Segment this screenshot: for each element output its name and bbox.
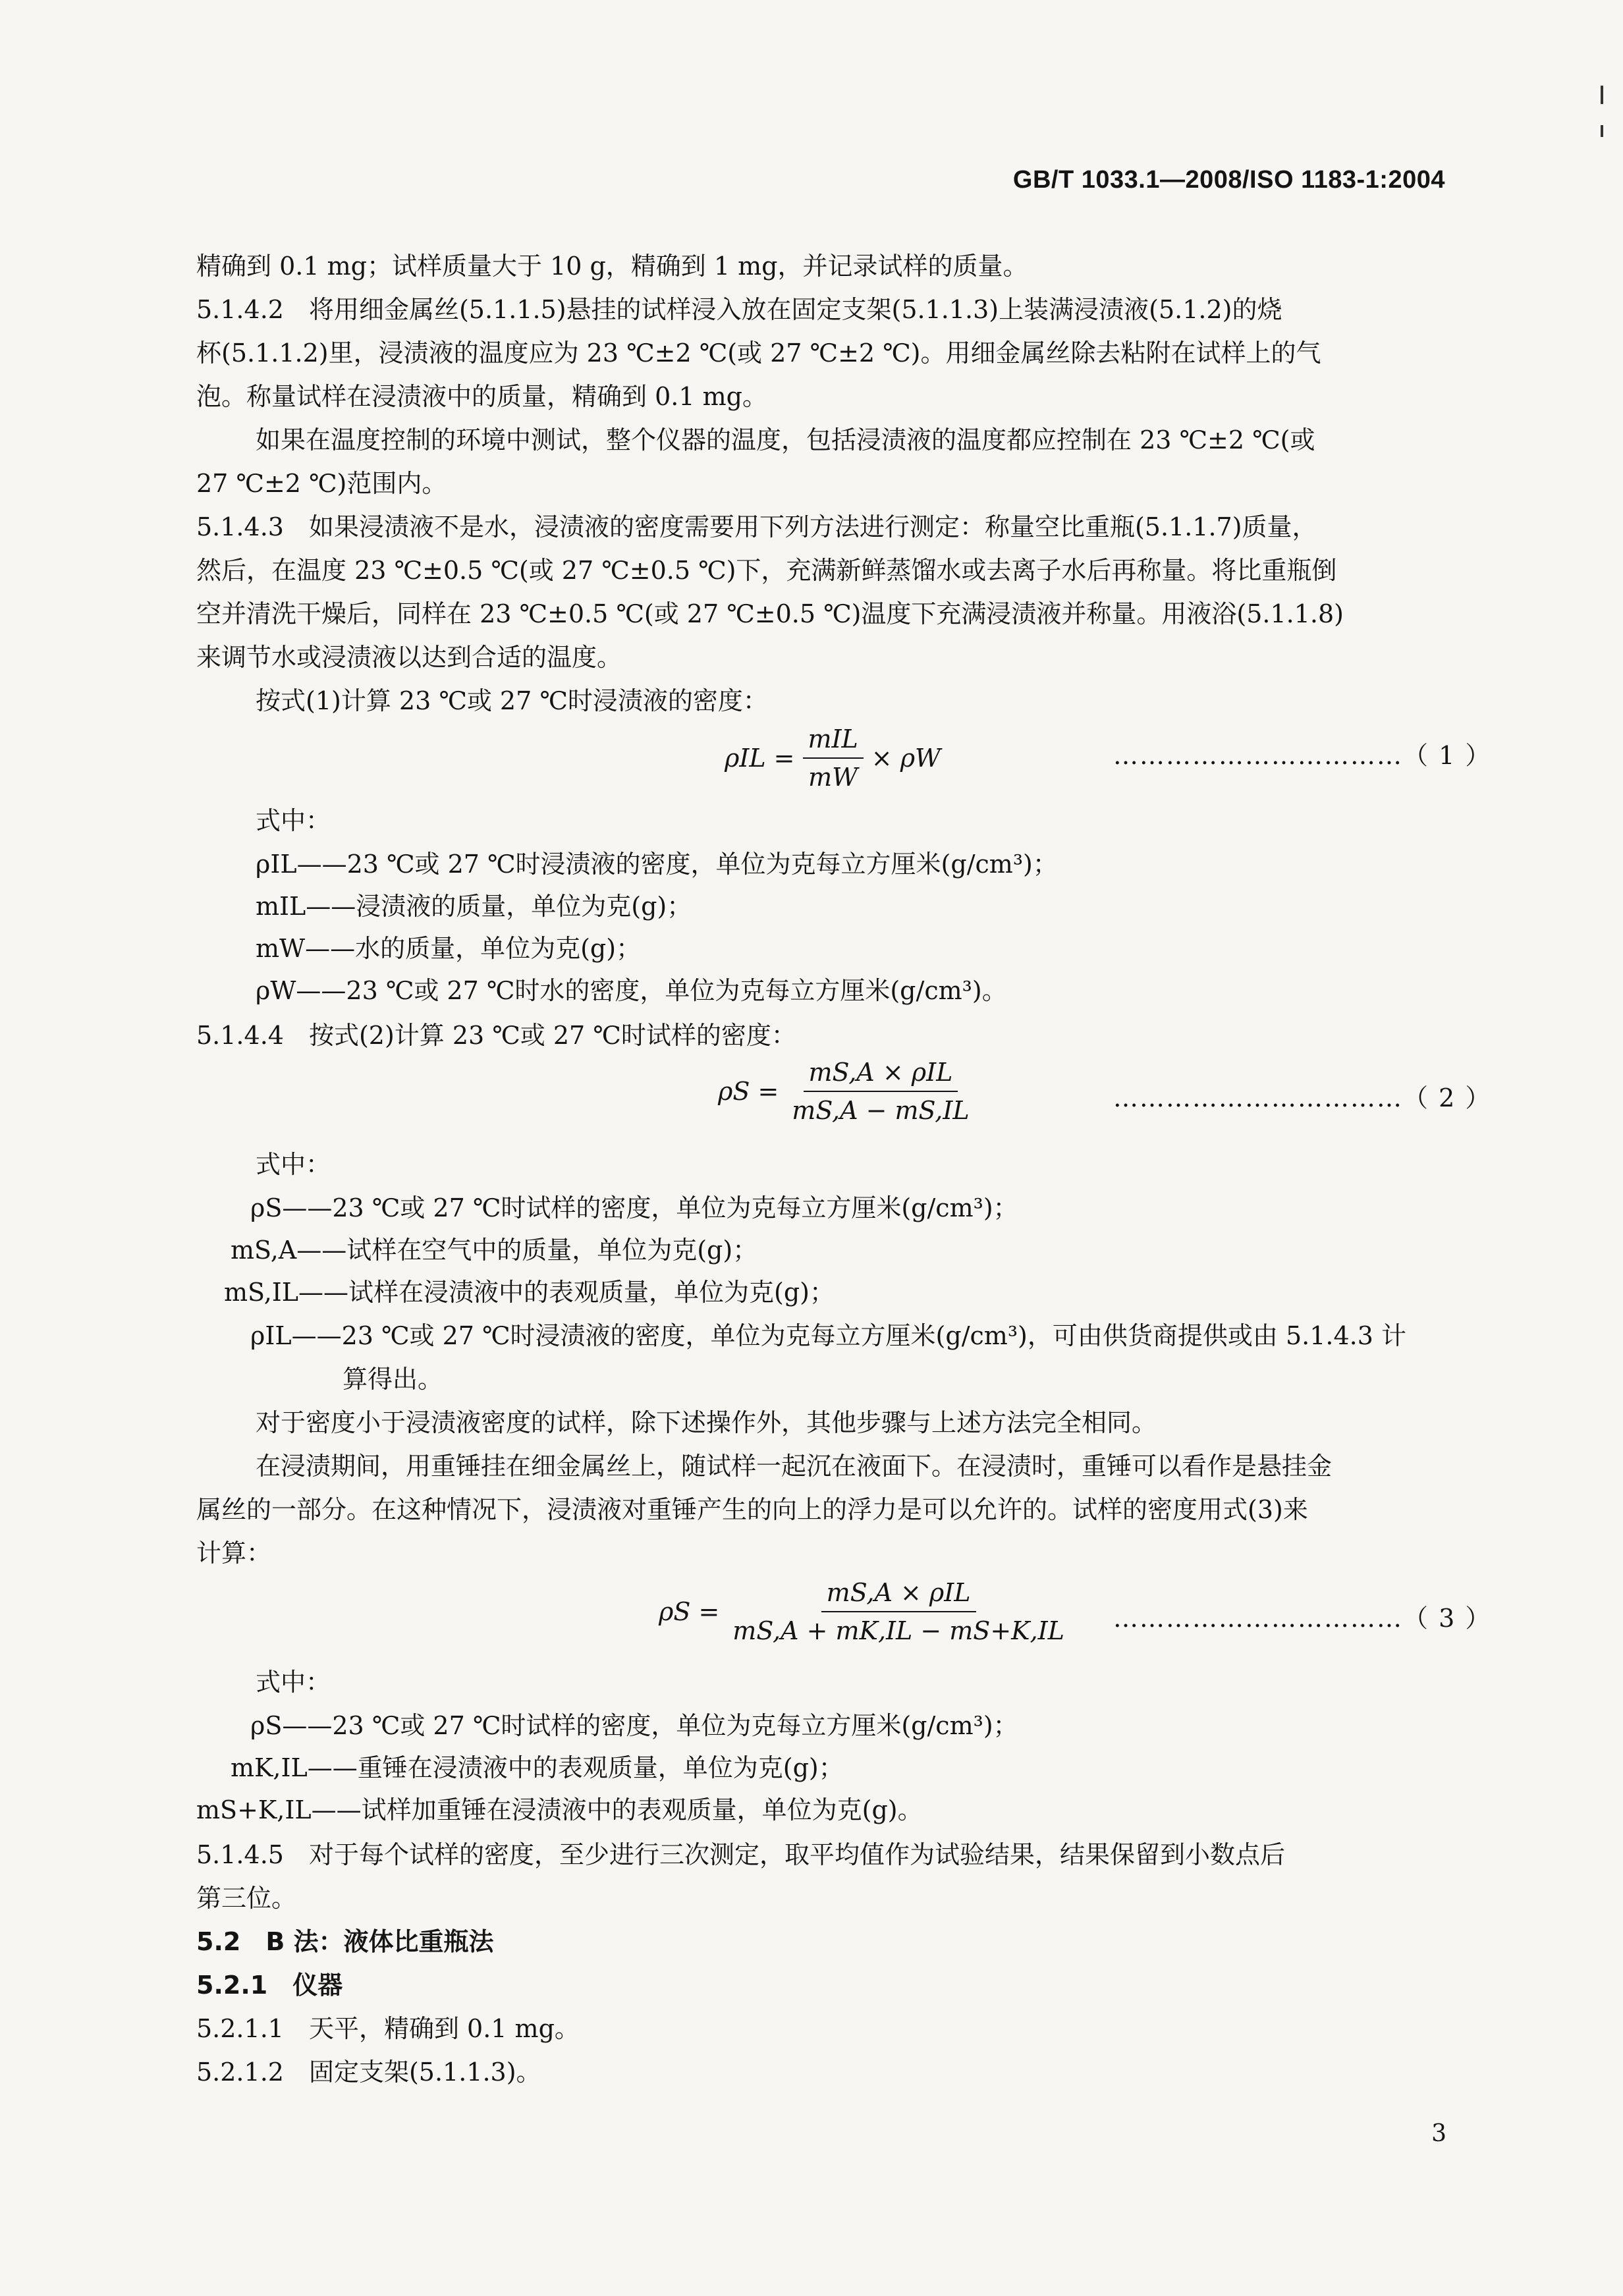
section-heading-5-2: 5.2 B 法：液体比重瓶法 bbox=[196, 1927, 494, 1956]
formula-lhs: ρS = bbox=[659, 1597, 720, 1626]
numerator: mS,A × ρIL bbox=[821, 1578, 976, 1612]
formula-1 bbox=[725, 724, 941, 792]
text-line: 第三位。 bbox=[196, 1884, 297, 1913]
clause-5-2-1-1: 5.2.1.1 天平，精确到 0.1 mg。 bbox=[196, 2014, 580, 2043]
symbol-definition: ρS——23 ℃或 27 ℃时试样的密度，单位为克每立方厘米(g/cm³)； bbox=[250, 1711, 1018, 1740]
clause-5-2-1-2: 5.2.1.2 固定支架(5.1.1.3)。 bbox=[196, 2058, 541, 2087]
symbol-definition: mS+K,IL——试样加重锤在浸渍液中的表观质量，单位为克(g)。 bbox=[196, 1795, 923, 1824]
text-line: 泡。称量试样在浸渍液中的质量，精确到 0.1 mg。 bbox=[196, 382, 767, 411]
text-line: 精确到 0.1 mg；试样质量大于 10 g，精确到 1 mg，并记录试样的质量。 bbox=[196, 252, 1028, 281]
clause-5-1-4-3: 5.1.4.3 如果浸渍液不是水，浸渍液的密度需要用下列方法进行测定：称量空比重瓶(5.1.1.7)质量， bbox=[196, 512, 1317, 541]
fraction bbox=[803, 724, 864, 792]
text-line: 杯(5.1.1.2)里，浸渍液的温度应为 23 ℃±2 ℃(或 27 ℃±2 ℃)。用细金属丝除去粘附在试样上的气 bbox=[196, 339, 1321, 368]
text-line: 对于密度小于浸渍液密度的试样，除下述操作外，其他步骤与上述方法完全相同。 bbox=[256, 1408, 1157, 1437]
text-line: 来调节水或浸渍液以达到合适的温度。 bbox=[196, 643, 622, 672]
text-line: 计算： bbox=[196, 1539, 272, 1568]
formula-2 bbox=[718, 1058, 983, 1125]
numerator: mS,A × ρIL bbox=[804, 1058, 958, 1092]
symbol-definition: mS,A——试样在空气中的质量，单位为克(g)； bbox=[231, 1236, 758, 1265]
text-line: 空并清洗干燥后，同样在 23 ℃±0.5 ℃(或 27 ℃±0.5 ℃)温度下充满浸渍液并称量。用液浴(5.1.1.8) bbox=[196, 599, 1344, 628]
symbol-definition: mS,IL——试样在浸渍液中的表观质量，单位为克(g)； bbox=[224, 1278, 835, 1307]
formula-lhs: ρIL = bbox=[725, 744, 795, 773]
denominator: mW bbox=[808, 763, 858, 792]
equation-number-2: ……………………………（ 2 ） bbox=[1113, 1083, 1492, 1112]
text-line: 27 ℃±2 ℃)范围内。 bbox=[196, 469, 447, 498]
scan-mark bbox=[1601, 125, 1603, 137]
text-line: 属丝的一部分。在这种情况下，浸渍液对重锤产生的向上的浮力是可以允许的。试样的密度用式(3)来 bbox=[196, 1495, 1308, 1524]
formula-rhs: × ρW bbox=[871, 744, 941, 773]
formula-3 bbox=[659, 1578, 1078, 1645]
clause-5-1-4-5: 5.1.4.5 对于每个试样的密度，至少进行三次测定，取平均值作为试验结果，结果保留到小数点后 bbox=[196, 1840, 1285, 1869]
symbol-definition: mIL——浸渍液的质量，单位为克(g)； bbox=[256, 892, 692, 921]
fraction bbox=[786, 1058, 974, 1125]
section-heading-5-2-1: 5.2.1 仪器 bbox=[196, 1971, 343, 2000]
denominator: mS,A − mS,IL bbox=[792, 1096, 970, 1125]
text-line: 式中： bbox=[256, 1668, 331, 1697]
symbol-definition: ρS——23 ℃或 27 ℃时试样的密度，单位为克每立方厘米(g/cm³)； bbox=[250, 1193, 1018, 1222]
scan-mark bbox=[1601, 86, 1603, 104]
equation-number-1: ……………………………（ 1 ） bbox=[1113, 741, 1492, 770]
clause-5-1-4-2: 5.1.4.2 将用细金属丝(5.1.1.5)悬挂的试样浸入放在固定支架(5.1.1.3)上装满浸渍液(5.1.2)的烧 bbox=[196, 295, 1282, 324]
symbol-definition: ρIL——23 ℃或 27 ℃时浸渍液的密度，单位为克每立方厘米(g/cm³)，可由供货商提供或由 5.1.4.3 计 bbox=[250, 1321, 1406, 1350]
symbol-definition: ρW——23 ℃或 27 ℃时水的密度，单位为克每立方厘米(g/cm³)。 bbox=[256, 976, 1007, 1005]
text-line: 式中： bbox=[256, 806, 331, 835]
symbol-definition: mW——水的质量，单位为克(g)； bbox=[256, 934, 642, 963]
equation-number-3: ……………………………（ 3 ） bbox=[1113, 1604, 1492, 1633]
page-number: 3 bbox=[1431, 2120, 1446, 2147]
fraction bbox=[727, 1578, 1070, 1645]
symbol-definition: ρIL——23 ℃或 27 ℃时浸渍液的密度，单位为克每立方厘米(g/cm³)； bbox=[256, 850, 1058, 879]
text-line: 在浸渍期间，用重锤挂在细金属丝上，随试样一起沉在液面下。在浸渍时，重锤可以看作是悬挂金 bbox=[256, 1452, 1333, 1481]
standard-header: GB/T 1033.1—2008/ISO 1183-1:2004 bbox=[1012, 166, 1445, 194]
symbol-definition: mK,IL——重锤在浸渍液中的表观质量，单位为克(g)； bbox=[231, 1753, 844, 1782]
clause-5-1-4-4: 5.1.4.4 按式(2)计算 23 ℃或 27 ℃时试样的密度： bbox=[196, 1021, 796, 1050]
numerator: mIL bbox=[803, 724, 864, 759]
text-line: 算得出。 bbox=[343, 1365, 443, 1394]
denominator: mS,A + mK,IL − mS+K,IL bbox=[732, 1616, 1064, 1645]
text-line: 式中： bbox=[256, 1150, 331, 1179]
formula-lhs: ρS = bbox=[718, 1077, 779, 1106]
text-line: 然后，在温度 23 ℃±0.5 ℃(或 27 ℃±0.5 ℃)下，充满新鲜蒸馏水或去离子水后再称量。将比重瓶倒 bbox=[196, 556, 1337, 585]
text-line: 如果在温度控制的环境中测试，整个仪器的温度，包括浸渍液的温度都应控制在 23 ℃±2 ℃(或 bbox=[256, 425, 1315, 454]
text-line: 按式(1)计算 23 ℃或 27 ℃时浸渍液的密度： bbox=[256, 686, 768, 715]
